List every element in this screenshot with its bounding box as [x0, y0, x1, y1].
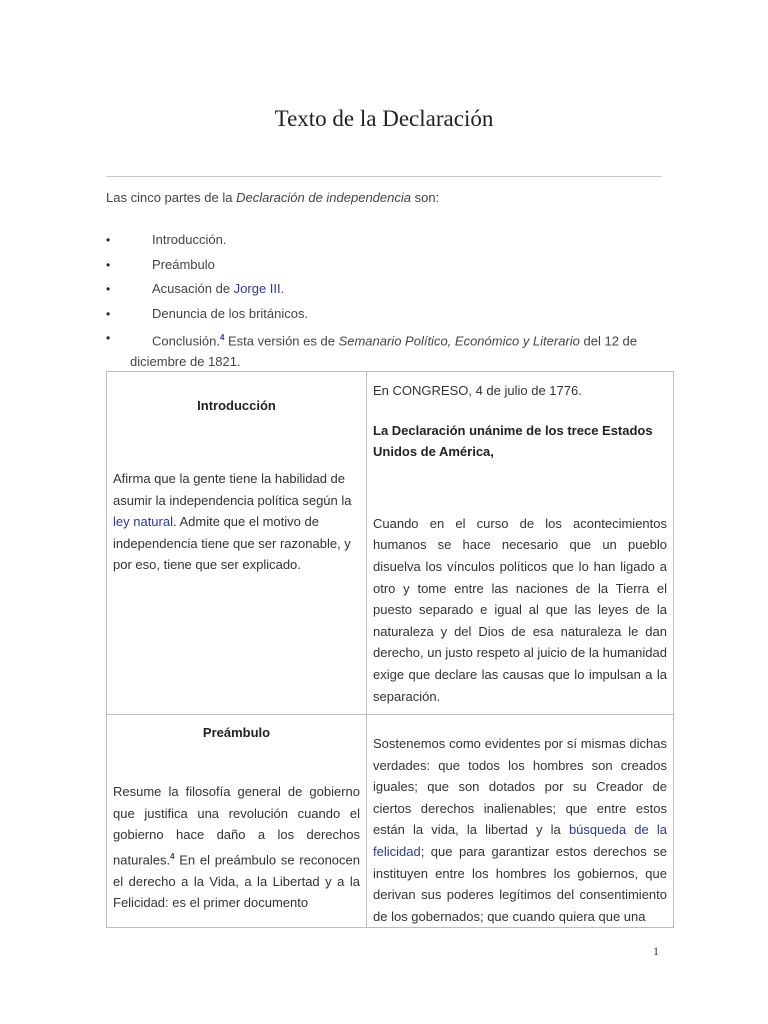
busqueda-felicidad-link[interactable]: búsqueda de la felicidad: [373, 822, 667, 859]
item5-suffix: del 12 de: [579, 333, 638, 349]
reference-link[interactable]: 4: [170, 851, 175, 861]
bullet-icon: •: [106, 331, 111, 345]
row1-left-text-1: Afirma que la gente tiene la habilidad de asumir la independencia política según la: [113, 471, 352, 508]
item5-italic: Semanario Político, Económico y Literario: [338, 333, 580, 349]
list-item-text: Introducción.: [152, 232, 227, 247]
item3-suffix: .: [280, 281, 285, 296]
item3-prefix: Acusación de: [152, 281, 234, 296]
bullet-icon: •: [106, 233, 111, 247]
table-cell-left: [107, 715, 367, 928]
list-item-text: [106, 326, 637, 354]
row-heading: Preámbulo: [202, 725, 271, 740]
bullet-icon: •: [106, 257, 111, 272]
list-item: [106, 228, 666, 253]
declaration-table: [106, 371, 674, 928]
table-cell-right: [367, 372, 674, 715]
row-heading: Introducción: [197, 398, 276, 413]
list-item: [106, 277, 666, 302]
item5-continuation: diciembre de 1821.: [130, 353, 241, 369]
horizontal-rule: [106, 176, 662, 177]
table-cell-left: [107, 372, 367, 715]
intro-sentence: [106, 190, 439, 205]
list-item: [106, 253, 666, 278]
item5-prefix: Conclusión.: [152, 333, 220, 349]
row-description: [113, 468, 360, 576]
list-item: [106, 326, 666, 373]
row2-left-text-2: En el preámbulo se reconocen el derecho a la Vida, a la Libertad y a la Felicidad: es el primer documento: [113, 852, 360, 911]
row2-right-text-2: ; que para garantizar estos derechos se instituyen entre los hombres los gobiernos, que derivan sus poderes legítimos del consentimiento de los gobernados; que cuando quiera que una: [373, 843, 667, 924]
bullet-icon: •: [106, 306, 111, 321]
row1-left-text-2: . Admite que el motivo de independencia tiene que ser razonable, y por eso, tiene que ser explicado.: [113, 514, 351, 573]
intro-italic: Declaración de independencia: [236, 190, 411, 205]
reference-link[interactable]: 4: [219, 333, 225, 342]
ley-natural-link[interactable]: ley natural: [113, 514, 173, 530]
parts-list: [106, 228, 666, 373]
list-item: [106, 302, 666, 327]
congress-date: En CONGRESO, 4 de julio de 1776.: [373, 383, 582, 398]
list-item-text: Preámbulo: [152, 256, 215, 272]
declaration-heading: La Declaración unánime de los trece Estados Unidos de América,: [373, 422, 653, 460]
table-row: [107, 372, 674, 715]
table-row: [107, 715, 674, 928]
row-description: [113, 781, 360, 914]
list-item-text: Denuncia de los británicos.: [152, 305, 309, 321]
intro-suffix: son:: [410, 190, 440, 205]
page-number: 1: [653, 944, 659, 958]
declaration-paragraph: Cuando en el curso de los acontecimientos humanos se hace necesario que un pueblo disuelva los vínculos políticos que lo han ligado a otro y tome entre las naciones de la Tierra el puesto separado e igual al que las leyes de la naturaleza y del Dios de esa naturaleza le dan derecho, un justo respeto al juicio de la humanidad exige que declare las causas que lo impulsan a la separación.: [373, 515, 667, 704]
list-item-text: [106, 277, 284, 302]
intro-prefix: Las cinco partes de la: [106, 190, 237, 205]
table-cell-right: [367, 715, 674, 928]
row2-right-text-1: Sostenemos como evidentes por sí mismas dichas verdades: que todos los hombres son creados iguales; que son dotados por su Creador de ciertos derechos inalienables; que entre estos están la vida, la libertad y la: [373, 736, 667, 838]
item5-mid: Esta versión es de: [224, 333, 339, 349]
row2-left-text-1: Resume la filosofía general de gobierno que justifica una revolución cuando el gobierno hace daño a los derechos naturales.: [113, 784, 360, 868]
bullet-icon: •: [106, 282, 111, 296]
page-title: Texto de la Declaración: [274, 106, 494, 131]
jorge-iii-link[interactable]: Jorge III: [233, 281, 281, 296]
preamble-paragraph: [373, 733, 667, 927]
